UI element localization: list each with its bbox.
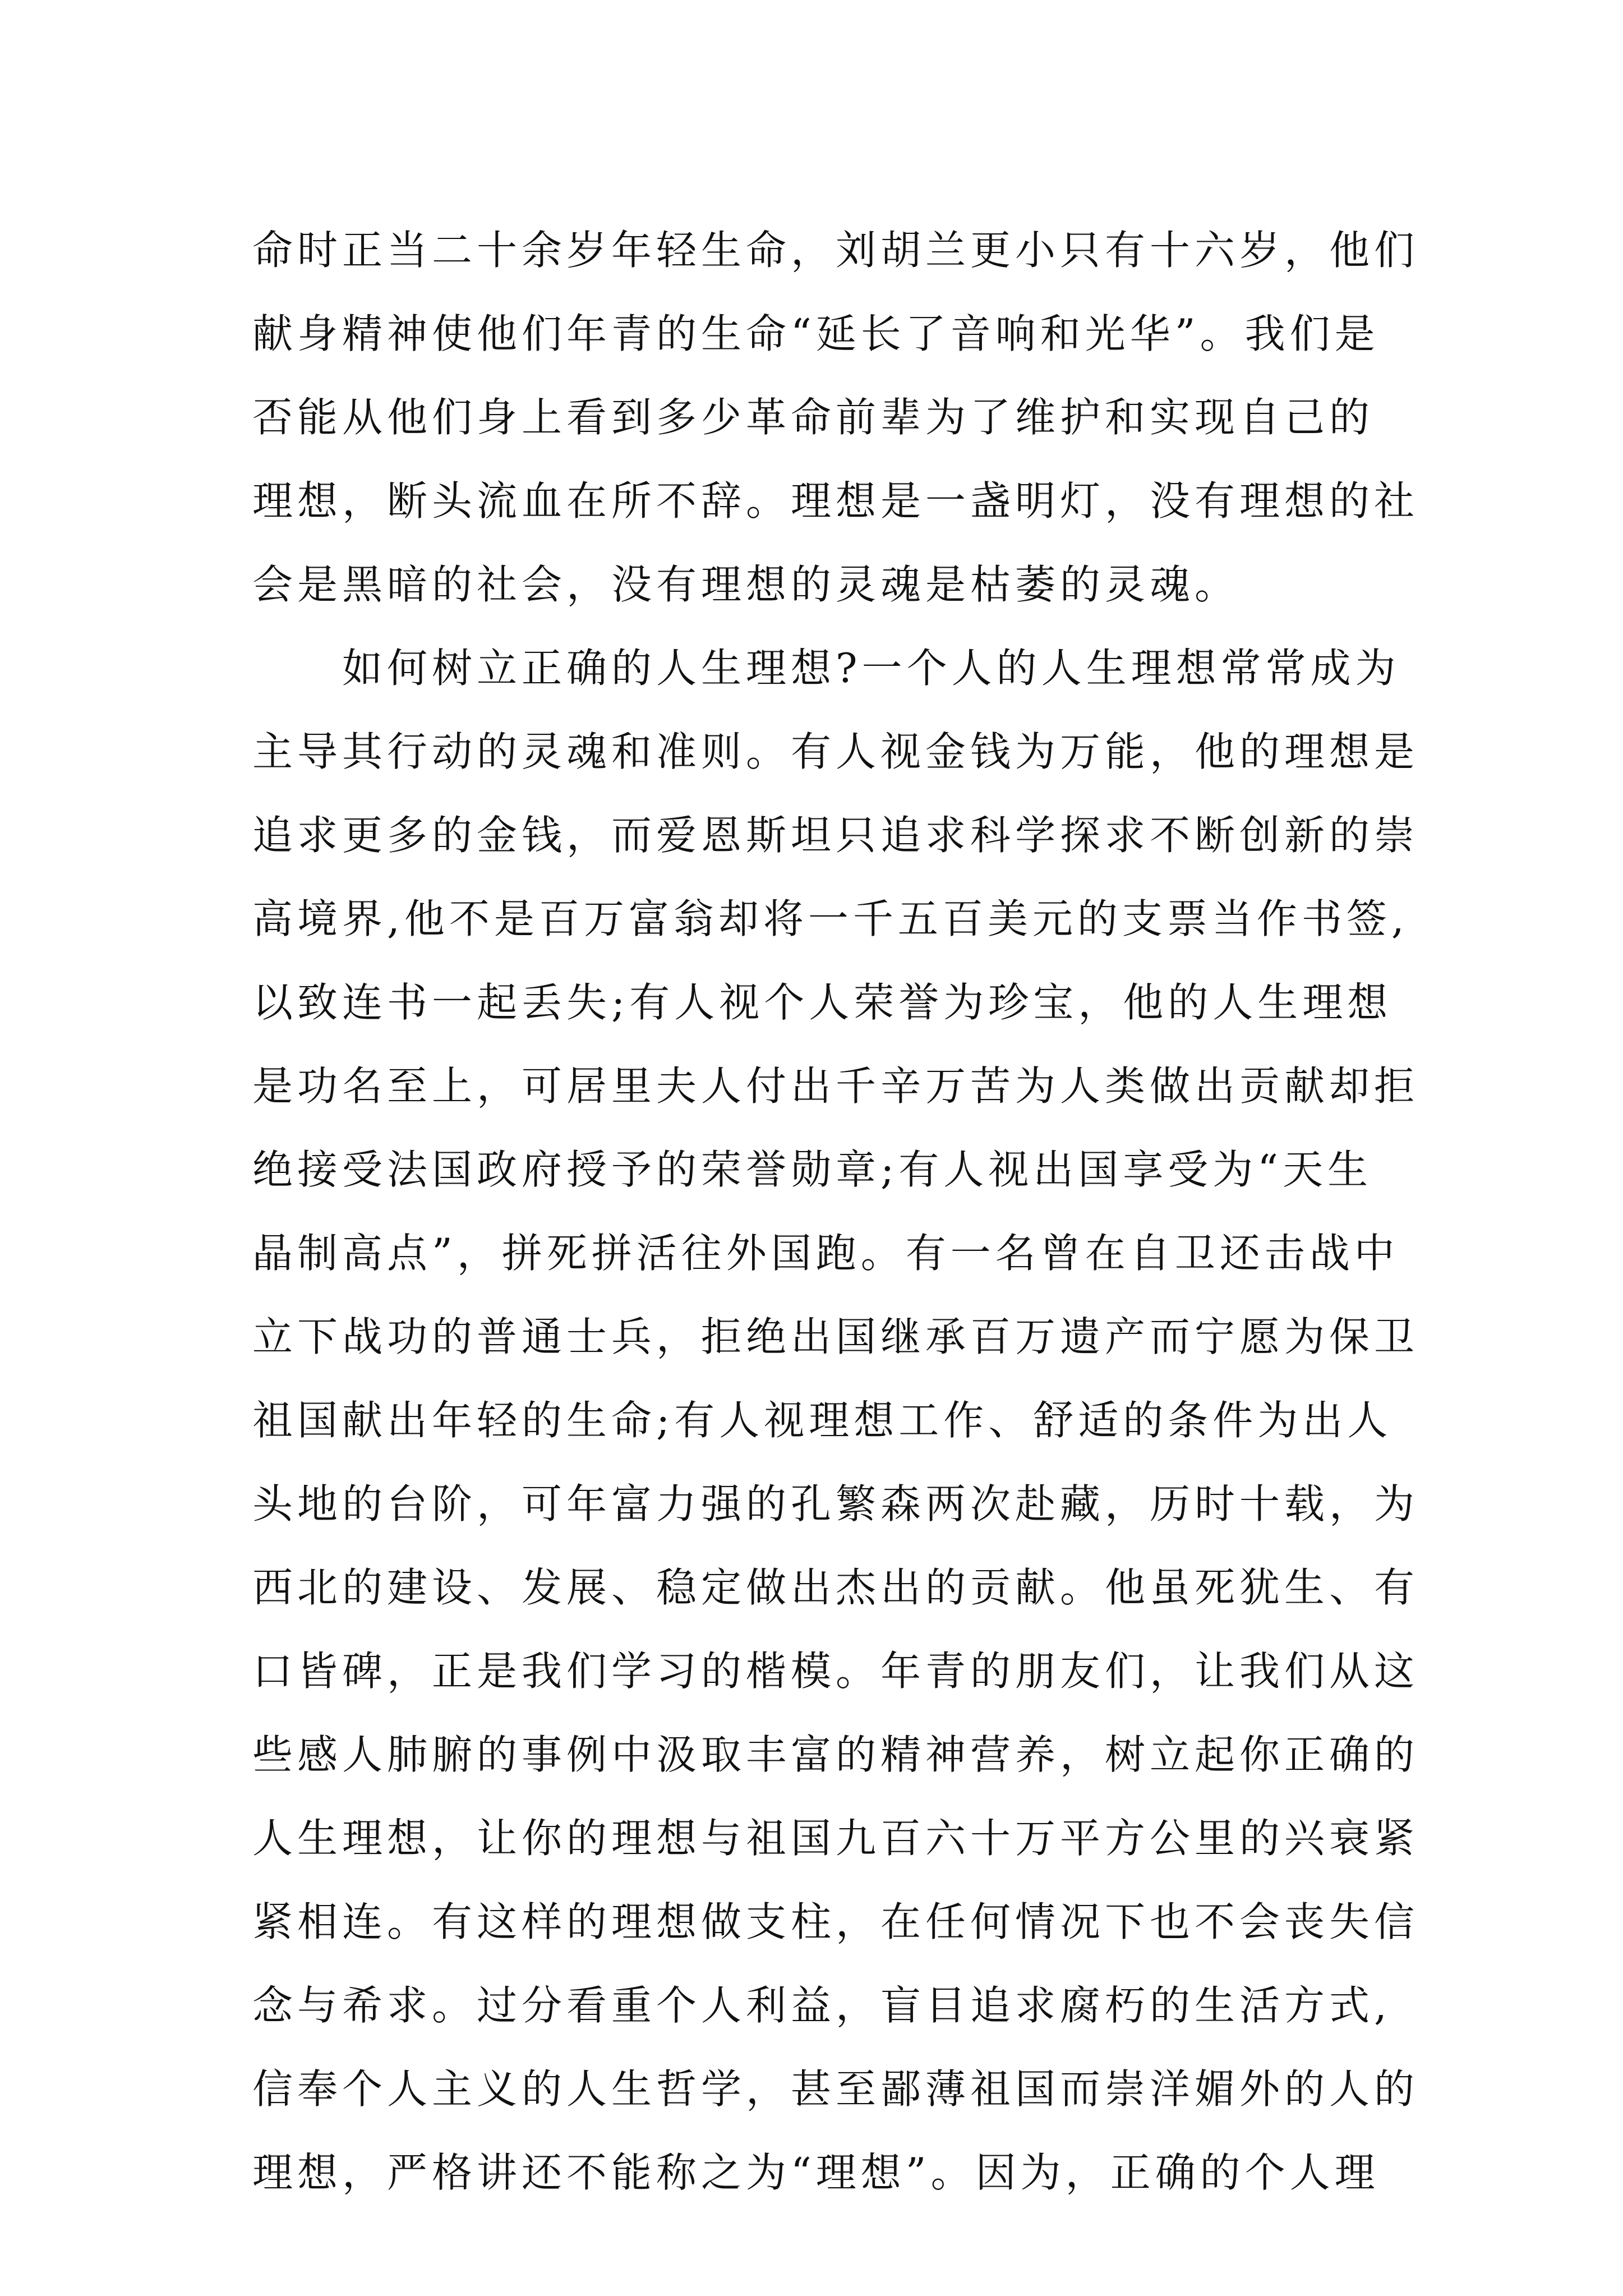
text-line-20: 人生理想，让你的理想与祖国九百六十万平方公里的兴衰紧 — [252, 1815, 1419, 1862]
text-line-5: 会是黑暗的社会，没有理想的灵魂是枯萎的灵魂。 — [252, 561, 1240, 608]
text-line-15: 祖国献出年轻的生命;有人视理想工作、舒适的条件为出人 — [252, 1397, 1393, 1444]
text-line-14: 立下战功的普通士兵，拒绝出国继承百万遗产而宁愿为保卫 — [252, 1313, 1419, 1360]
text-line-17: 西北的建设、发展、稳定做出杰出的贡献。他虽死犹生、有 — [252, 1564, 1419, 1611]
text-line-22: 念与希求。过分看重个人利益，盲目追求腐朽的生活方式, — [252, 1982, 1391, 2029]
text-line-3: 否能从他们身上看到多少革命前辈为了维护和实现自己的 — [252, 394, 1375, 441]
text-line-6: 如何树立正确的人生理想?一个人的人生理想常常成为 — [252, 645, 1400, 692]
text-line-10: 以致连书一起丢失;有人视个人荣誉为珍宝，他的人生理想 — [252, 979, 1393, 1026]
text-line-24: 理想，严格讲还不能称之为“理想”。因为，正确的个人理 — [252, 2149, 1380, 2196]
text-line-21: 紧相连。有这样的理想做支柱，在任何情况下也不会丧失信 — [252, 1898, 1419, 1945]
body-text — [252, 209, 1419, 2215]
text-line-19: 些感人肺腑的事例中汲取丰富的精神营养，树立起你正确的 — [252, 1731, 1419, 1778]
text-line-9: 高境界,他不是百万富翁却将一千五百美元的支票当作书签, — [252, 895, 1409, 942]
text-line-8: 追求更多的金钱，而爱恩斯坦只追求科学探求不断创新的崇 — [252, 812, 1419, 859]
text-line-18: 口皆碑，正是我们学习的楷模。年青的朋友们，让我们从这 — [252, 1648, 1419, 1695]
text-line-1: 命时正当二十余岁年轻生命，刘胡兰更小只有十六岁，他们 — [252, 227, 1419, 274]
text-line-12: 绝接受法国政府授予的荣誉勋章;有人视出国享受为“天生 — [252, 1146, 1373, 1193]
text-line-2: 献身精神使他们年青的生命“延长了音响和光华”。我们是 — [252, 310, 1380, 357]
text-line-4: 理想，断头流血在所不辞。理想是一盏明灯，没有理想的社 — [252, 477, 1419, 524]
text-line-16: 头地的台阶，可年富力强的孔繁森两次赴藏，历时十载，为 — [252, 1480, 1419, 1527]
text-line-11: 是功名至上，可居里夫人付出千辛万苦为人类做出贡献却拒 — [252, 1062, 1419, 1110]
text-line-13: 晶制高点”，拼死拼活往外国跑。有一名曾在自卫还击战中 — [252, 1230, 1399, 1277]
text-line-23: 信奉个人主义的人生哲学，甚至鄙薄祖国而崇洋媚外的人的 — [252, 2065, 1419, 2113]
text-line-7: 主导其行动的灵魂和准则。有人视金钱为万能，他的理想是 — [252, 728, 1419, 775]
